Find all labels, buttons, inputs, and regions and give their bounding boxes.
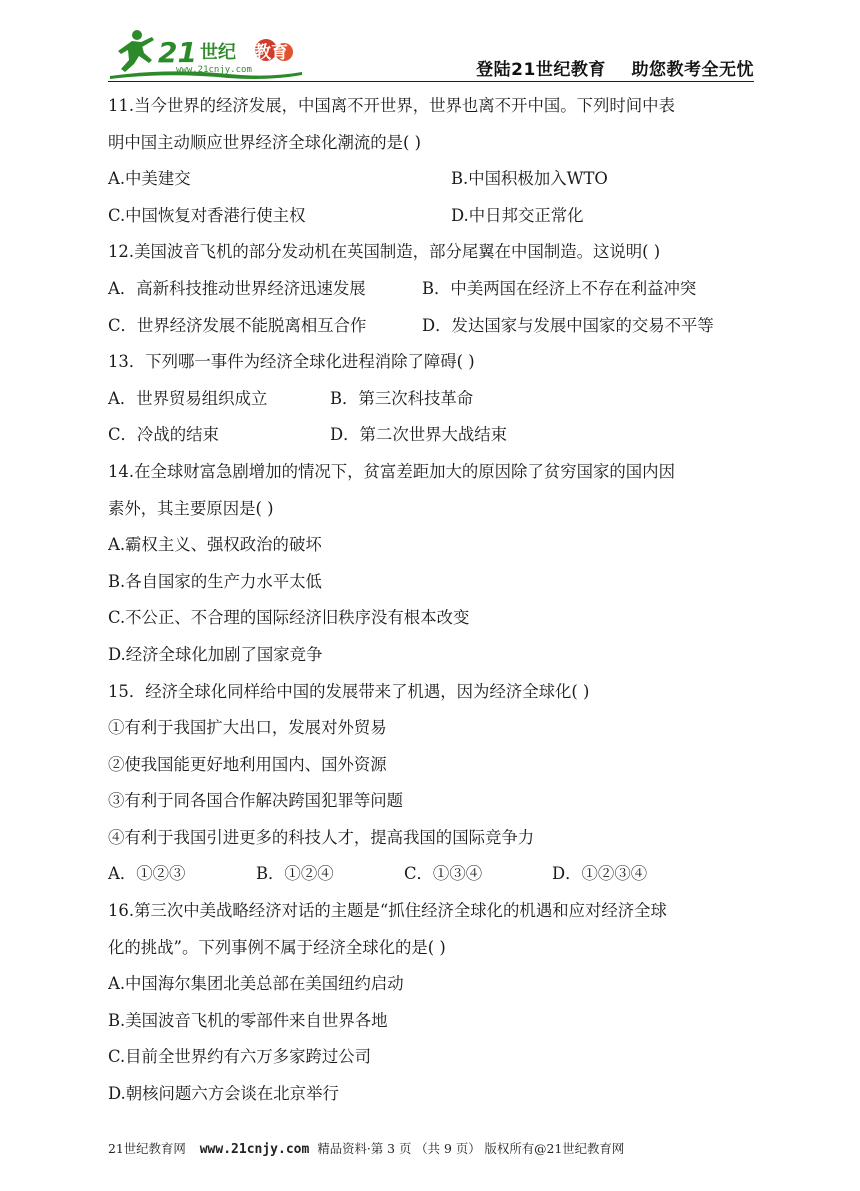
page-footer — [108, 1139, 754, 1157]
svg-text:世纪: 世纪 — [200, 42, 236, 63]
option-c: C．世界经济发展不能脱离相互合作 — [108, 315, 367, 335]
option-b: B．第三次科技革命 — [330, 388, 474, 408]
option-d: D．第二次世界大战结束 — [330, 425, 508, 445]
question-13-options-row-2 — [108, 417, 754, 454]
question-11-options-row-2 — [108, 198, 754, 235]
option-a: A．高新科技推动世界经济迅速发展 — [108, 278, 366, 298]
footer-page-info: 精品资料·第 3 页 （共 9 页） 版权所有@21世纪教育网 — [317, 1141, 625, 1156]
option-d: D.经济全球化加剧了国家竞争 — [108, 644, 323, 664]
question-13-options-row-1 — [108, 381, 754, 418]
question-list — [108, 88, 754, 1113]
question-16-line-2: 化的挑战”。下列事例不属于经济全球化的是( ) — [108, 937, 446, 957]
option-b: B．中美两国在经济上不存在利益冲突 — [422, 278, 697, 298]
option-a: A．①②③ — [108, 864, 186, 884]
option-b: B.各自国家的生产力水平太低 — [108, 571, 322, 591]
question-11-line-1: 11.当今世界的经济发展，中国离不开世界，世界也离不开中国。下列时间中表 — [108, 96, 675, 115]
option-b: B．①②④ — [256, 864, 334, 884]
option-d: D.朝核问题六方会谈在北京举行 — [108, 1084, 339, 1104]
header-slogan: 登陆21世纪教育 助您教考全无忧 — [476, 60, 754, 80]
statement-1: ①有利于我国扩大出口，发展对外贸易 — [108, 718, 387, 738]
option-a: A.霸权主义、强权政治的破坏 — [108, 535, 322, 555]
option-a: A.中美建交 — [108, 169, 191, 189]
statement-2: ②使我国能更好地利用国内、国外资源 — [108, 754, 387, 774]
page-header — [0, 0, 860, 84]
question-15-stem: 15．经济全球化同样给中国的发展带来了机遇，因为经济全球化( ) — [108, 681, 590, 701]
statement-4: ④有利于我国引进更多的科技人才，提高我国的国际竞争力 — [108, 827, 535, 847]
question-12-options-row-2 — [108, 308, 754, 345]
question-11-line-2: 明中国主动顺应世界经济全球化潮流的是( ) — [108, 132, 422, 152]
option-d: D．①②③④ — [552, 864, 648, 884]
option-c: C．冷战的结束 — [108, 425, 219, 445]
question-12-stem: 12.美国波音飞机的部分发动机在英国制造，部分尾翼在中国制造。这说明( ) — [108, 242, 661, 262]
header-divider — [108, 81, 754, 82]
question-14-line-2: 素外，其主要原因是( ) — [108, 498, 274, 518]
site-logo[interactable] — [108, 28, 304, 80]
option-c: C.目前全世界约有六万多家跨过公司 — [108, 1047, 372, 1067]
option-c: C.中国恢复对香港行使主权 — [108, 205, 306, 225]
svg-text:教育: 教育 — [254, 43, 288, 63]
svg-text:www.21cnjy.com: www.21cnjy.com — [176, 65, 252, 75]
option-b: B.中国积极加入WTO — [451, 169, 608, 189]
option-b: B.美国波音飞机的零部件来自世界各地 — [108, 1010, 388, 1030]
question-13-stem: 13．下列哪一事件为经济全球化进程消除了障碍( ) — [108, 352, 475, 372]
question-14-line-1: 14.在全球财富急剧增加的情况下，贫富差距加大的原因除了贫穷国家的国内因 — [108, 461, 675, 481]
question-11-options-row-1 — [108, 161, 754, 198]
option-a: A.中国海尔集团北美总部在美国纽约启动 — [108, 974, 404, 994]
footer-site-name: 21世纪教育网 — [108, 1141, 186, 1156]
option-a: A．世界贸易组织成立 — [108, 388, 268, 408]
question-12-options-row-1 — [108, 271, 754, 308]
option-c: C.不公正、不合理的国际经济旧秩序没有根本改变 — [108, 608, 470, 628]
option-c: C．①③④ — [404, 864, 483, 884]
option-d: D．发达国家与发展中国家的交易不平等 — [422, 315, 714, 335]
question-16-line-1: 16.第三次中美战略经济对话的主题是“抓住经济全球化的机遇和应对经济全球 — [108, 901, 667, 921]
statement-3: ③有利于同各国合作解决跨国犯罪等问题 — [108, 791, 404, 811]
logo-icon — [108, 28, 304, 80]
svg-text:21: 21 — [158, 36, 197, 69]
footer-site-link[interactable]: www.21cnjy.com — [199, 1142, 310, 1157]
option-d: D.中日邦交正常化 — [451, 205, 584, 225]
question-15-options-row — [108, 856, 754, 893]
